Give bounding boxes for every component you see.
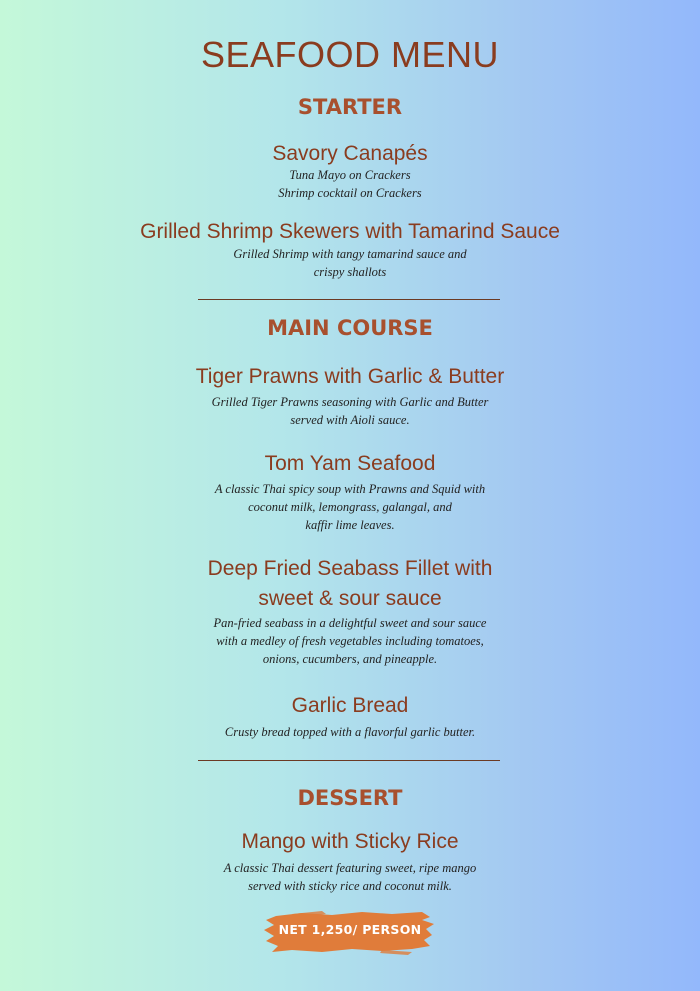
dish-description-line: onions, cucumbers, and pineapple.	[262, 652, 438, 666]
dish-description-line: kaffir lime leaves.	[305, 518, 395, 532]
dish-description-line: Pan-fried seabass in a delightful sweet and sour sauce	[213, 616, 487, 630]
dish-name-grilled-shrimp-skewers: Grilled Shrimp Skewers with Tamarind Sauce	[140, 220, 560, 243]
dish-name-mango-sticky-rice: Mango with Sticky Rice	[241, 830, 459, 853]
dish-description-line: A classic Thai dessert featuring sweet, ripe mango	[223, 861, 477, 875]
menu-title: SEAFOOD MENU	[200, 34, 500, 75]
dish-description-line: Shrimp cocktail on Crackers	[278, 186, 422, 200]
dish-description-line: served with sticky rice and coconut milk.	[248, 879, 452, 893]
dish-description-line: crispy shallots	[313, 265, 387, 279]
section-heading-starter: STARTER	[297, 95, 403, 119]
dish-description-line: Crusty bread topped with a flavorful garlic butter.	[224, 725, 476, 739]
price-badge	[262, 908, 438, 956]
dish-description-line: A classic Thai spicy soup with Prawns and Squid with	[214, 482, 486, 496]
dish-name-garlic-bread: Garlic Bread	[291, 694, 409, 717]
dish-name-deep-fried-seabass-line2: sweet & sour sauce	[258, 587, 442, 610]
dish-name-tiger-prawns: Tiger Prawns with Garlic & Butter	[195, 365, 505, 388]
section-heading-main-course: MAIN COURSE	[267, 316, 433, 340]
dish-description-line: Tuna Mayo on Crackers	[289, 168, 411, 182]
section-divider	[198, 299, 500, 300]
dish-description-line: with a medley of fresh vegetables including tomatoes,	[216, 634, 484, 648]
section-heading-dessert: DESSERT	[297, 786, 403, 810]
dish-description-line: coconut milk, lemongrass, galangal, and	[248, 500, 452, 514]
dish-name-savory-canapes: Savory Canapés	[272, 142, 428, 165]
section-divider	[198, 760, 500, 761]
dish-description-line: Grilled Shrimp with tangy tamarind sauce and	[233, 247, 467, 261]
dish-description-line: Grilled Tiger Prawns seasoning with Garlic and Butter	[211, 395, 489, 409]
dish-name-deep-fried-seabass: Deep Fried Seabass Fillet with	[207, 557, 493, 580]
price-label: NET 1,250/ PERSON	[278, 922, 422, 937]
dish-name-tom-yam-seafood: Tom Yam Seafood	[264, 452, 436, 475]
dish-description-line: served with Aioli sauce.	[290, 413, 410, 427]
